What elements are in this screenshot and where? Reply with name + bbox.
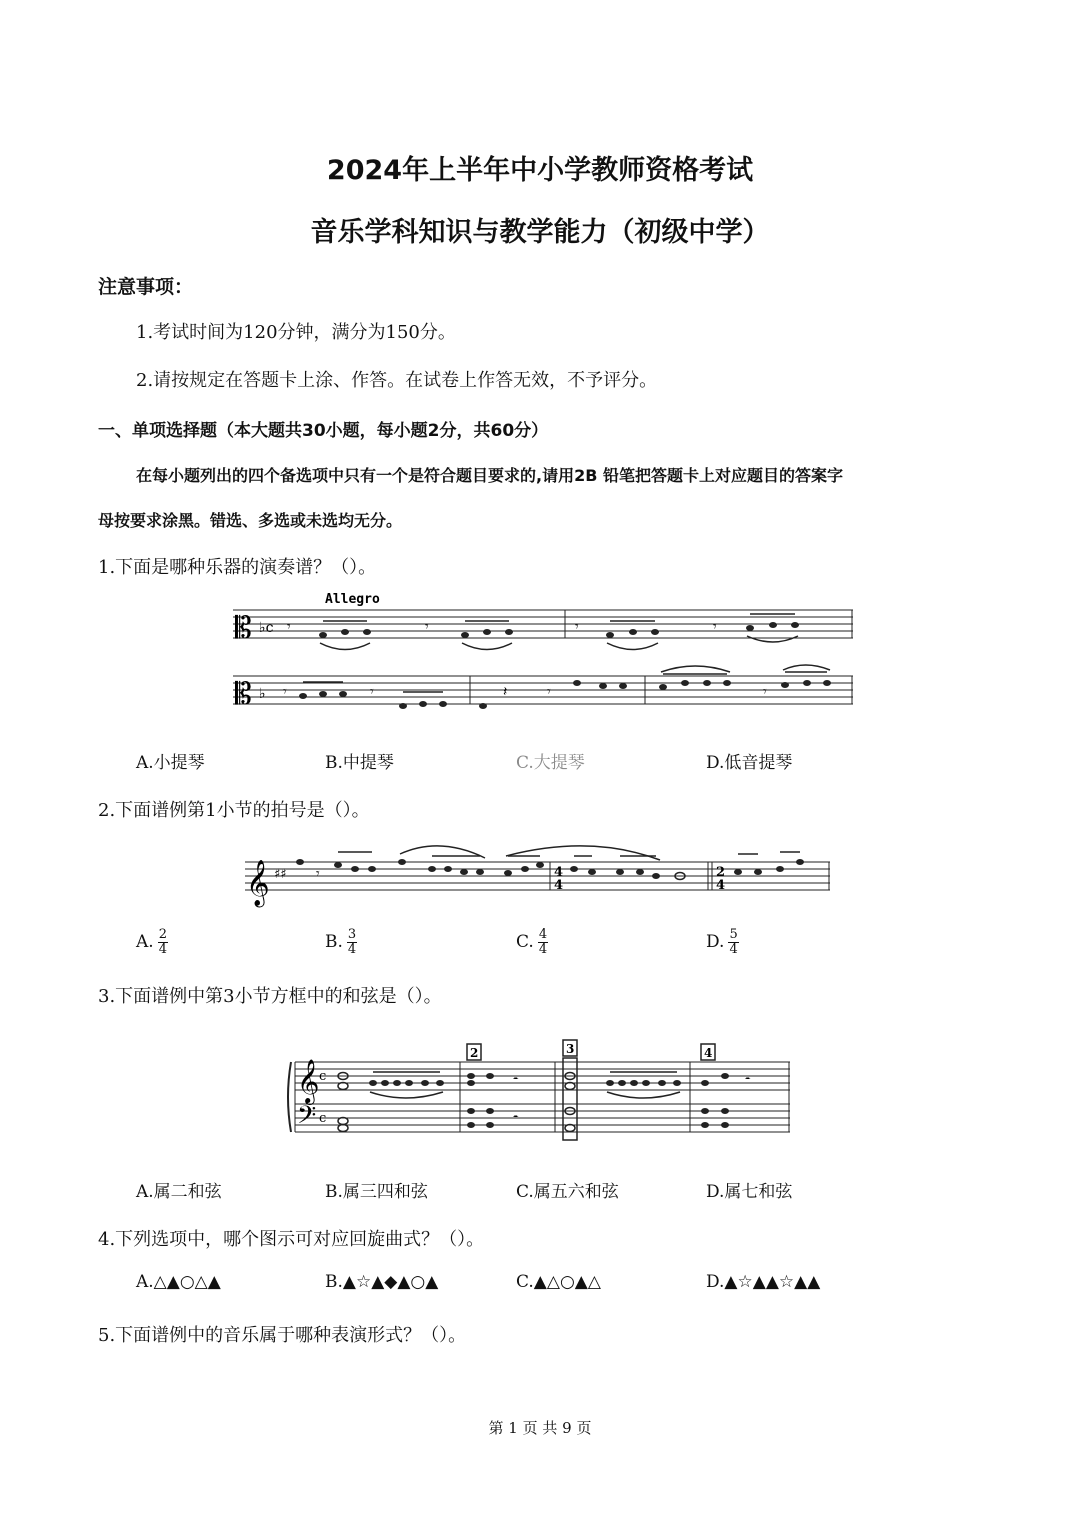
svg-text:𝄾: 𝄾 <box>316 866 320 882</box>
svg-text:𝄼: 𝄼 <box>513 1072 519 1088</box>
page-footer: 第 1 页 共 9 页 <box>488 1419 592 1437</box>
question-4-stem: 4.下列选项中，哪个图示可对应回旋曲式？（）。 <box>98 1229 485 1250</box>
svg-text:𝄾: 𝄾 <box>547 684 551 700</box>
svg-text:𝄾: 𝄾 <box>370 684 374 700</box>
q3-option-d: D.属七和弦 <box>706 1182 793 1202</box>
question-5-stem: 5.下面谱例中的音乐属于哪种表演形式？（）。 <box>98 1325 467 1346</box>
svg-text:𝄞: 𝄞 <box>297 1059 320 1103</box>
svg-text:𝄡: 𝄡 <box>235 611 252 646</box>
svg-text:2: 2 <box>716 865 726 880</box>
section-instruction-line-2: 母按要求涂黑。错选、多选或未选均无分。 <box>98 511 403 530</box>
box-label-2: 2 <box>470 1046 479 1060</box>
exam-title: 2024年上半年中小学教师资格考试 <box>326 155 754 186</box>
notice-item-1: 1.考试时间为120分钟，满分为150分。 <box>136 322 456 343</box>
svg-text:𝄽: 𝄽 <box>503 684 508 700</box>
q1-option-c: C.大提琴 <box>516 753 585 773</box>
notice-item-2: 2.请按规定在答题卡上涂、作答。在试卷上作答无效，不予评分。 <box>136 370 658 391</box>
q4-option-a: A.△▲○△▲ <box>136 1272 221 1292</box>
svg-text:𝄼: 𝄼 <box>745 1072 751 1088</box>
q1-option-a: A.小提琴 <box>136 753 205 773</box>
box-label-4: 4 <box>704 1046 713 1060</box>
q2-option-a: A. $\frac{2}{4}$ <box>136 927 167 957</box>
question-2-score <box>240 838 835 908</box>
q4-option-b: B.▲☆▲◆▲○▲ <box>325 1272 439 1292</box>
svg-text:4: 4 <box>554 878 564 893</box>
svg-text:♭: ♭ <box>259 686 266 702</box>
svg-text:𝄾: 𝄾 <box>575 619 579 635</box>
q2-option-d: D. $\frac{5}{4}$ <box>706 927 738 957</box>
svg-text:4: 4 <box>716 878 726 893</box>
svg-text:𝄾: 𝄾 <box>283 684 287 700</box>
svg-text:𝄞: 𝄞 <box>246 860 270 906</box>
q3-option-a: A.属二和弦 <box>136 1182 222 1202</box>
question-3-score <box>285 1032 795 1147</box>
svg-text:♯♯: ♯♯ <box>274 867 287 882</box>
svg-text:c: c <box>319 1111 327 1126</box>
q3-option-b: B.属三四和弦 <box>325 1182 428 1202</box>
svg-text:c: c <box>319 1069 327 1084</box>
svg-text:𝄾: 𝄾 <box>287 619 291 635</box>
q1-option-d: D.低音提琴 <box>706 753 793 773</box>
svg-text:𝄾: 𝄾 <box>425 619 429 635</box>
exam-subtitle: 音乐学科知识与教学能力（初级中学） <box>310 217 770 248</box>
question-3-stem: 3.下面谱例中第3小节方框中的和弦是（）。 <box>98 986 442 1007</box>
question-1-score <box>225 588 860 718</box>
q3-option-c: C.属五六和弦 <box>516 1182 619 1202</box>
svg-text:𝄼: 𝄼 <box>513 1110 519 1126</box>
q1-option-b: B.中提琴 <box>325 753 394 773</box>
q2-option-c: C. $\frac{4}{4}$ <box>516 927 548 957</box>
section-heading: 一、单项选择题（本大题共30小题，每小题2分，共60分） <box>98 421 549 441</box>
q4-option-c: C.▲△○▲△ <box>516 1272 601 1292</box>
svg-text:4: 4 <box>554 865 564 880</box>
q2-option-b: B. $\frac{3}{4}$ <box>325 927 357 957</box>
q4-option-d: D.▲☆▲▲☆▲▲ <box>706 1272 821 1292</box>
svg-text:𝄾: 𝄾 <box>713 619 717 635</box>
svg-text:𝄢: 𝄢 <box>297 1101 317 1136</box>
tempo-marking: Allegro <box>325 592 380 607</box>
notice-heading: 注意事项： <box>98 276 194 298</box>
question-1-stem: 1.下面是哪种乐器的演奏谱？（）。 <box>98 557 377 578</box>
svg-text:𝄡: 𝄡 <box>235 677 252 712</box>
svg-text:𝄾: 𝄾 <box>763 684 767 700</box>
section-instruction-line-1: 在每小题列出的四个备选项中只有一个是符合题目要求的,请用2B 铅笔把答题卡上对应题目的答案字 <box>136 466 843 485</box>
question-2-stem: 2.下面谱例第1小节的拍号是（）。 <box>98 800 370 821</box>
box-label-3: 3 <box>566 1042 575 1056</box>
svg-text:♭c: ♭c <box>259 620 274 636</box>
